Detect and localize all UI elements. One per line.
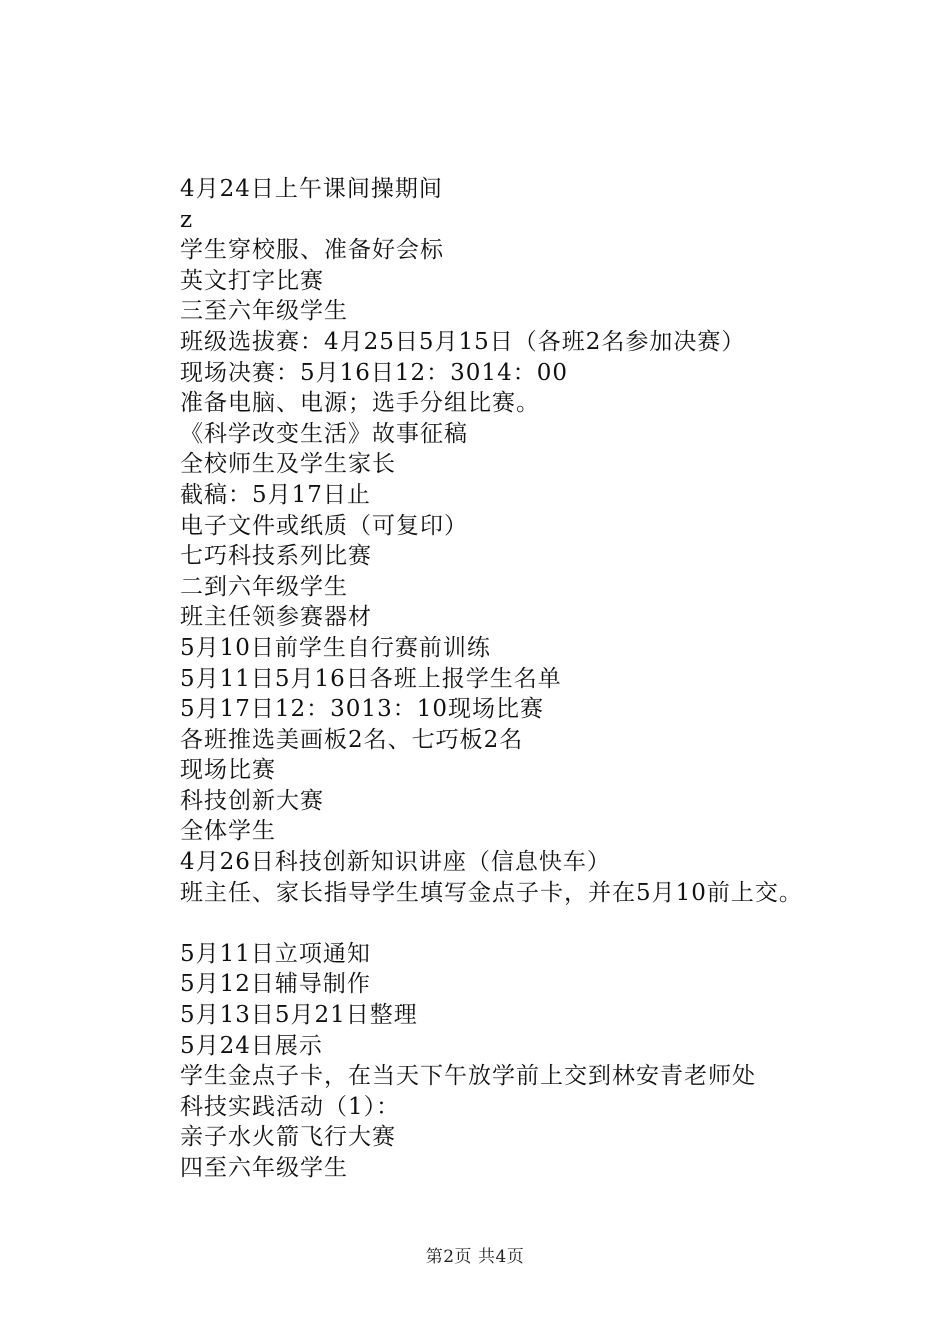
text-line: z [180,206,194,233]
text-line: 三至六年级学生 [180,298,348,325]
text-line: 电子文件或纸质（可复印） [180,512,468,539]
text-line: 班主任领参赛器材 [180,604,372,631]
text-line: 班主任、家长指导学生填写金点子卡，并在5月10前上交。 [180,879,803,906]
page-number-footer: 第2页 共4页 [425,1247,525,1267]
text-line: 5月13日5月21日整理 [180,1002,418,1029]
text-line: 截稿：5月17日止 [180,481,371,508]
text-line: 准备电脑、电源；选手分组比赛。 [180,390,540,417]
text-line: 5月24日展示 [180,1032,323,1059]
blank-line [180,908,900,939]
text-line: 现场决赛：5月16日12：3014：00 [180,359,568,386]
document-body [180,174,900,1184]
text-line: 学生穿校服、准备好会标 [180,237,444,264]
text-line: 二到六年级学生 [180,573,348,600]
text-line: 全校师生及学生家长 [180,451,396,478]
text-line: 英文打字比赛 [180,267,324,294]
text-line: 4月26日科技创新知识讲座（信息快车） [180,849,611,876]
text-line: 科技创新大赛 [180,787,324,814]
text-line: 全体学生 [180,818,276,845]
text-line: 亲子水火箭飞行大赛 [180,1124,396,1151]
text-line: 《科学改变生活》故事征稿 [180,420,468,447]
text-line: 四至六年级学生 [180,1155,348,1181]
text-line: 5月11日立项通知 [180,940,371,967]
text-line: 5月10日前学生自行赛前训练 [180,634,491,661]
text-line: 学生金点子卡，在当天下午放学前上交到林安青老师处 [180,1063,756,1090]
text-line: 5月12日辅导制作 [180,971,371,998]
text-line: 5月11日5月16日各班上报学生名单 [180,665,562,692]
text-line: 班级选拔赛：4月25日5月15日（各班2名参加决赛） [180,328,746,355]
text-line: 科技实践活动（1）： [180,1093,401,1120]
text-line: 5月17日12：3013：10现场比赛 [180,696,544,723]
text-line: 各班推选美画板2名、七巧板2名 [180,726,524,753]
text-line: 七巧科技系列比赛 [180,543,372,570]
text-line: 4月24日上午课间操期间 [180,176,443,202]
text-line: 现场比赛 [180,757,276,784]
